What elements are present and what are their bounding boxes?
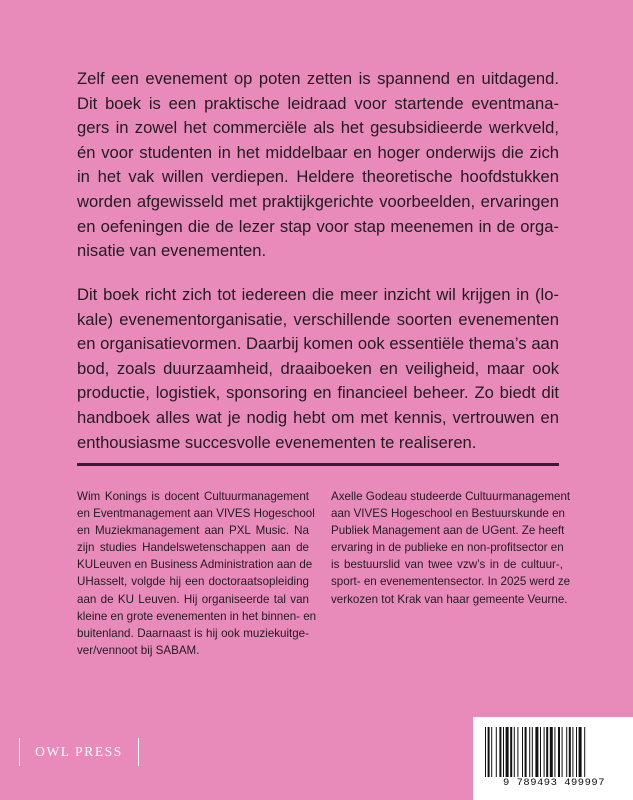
barcode-bar	[491, 727, 492, 777]
barcode-bar	[544, 727, 545, 777]
barcode-bar	[566, 727, 567, 777]
barcode-bar	[532, 727, 533, 777]
barcode-bar	[569, 727, 571, 777]
bio-line: verkozen tot Krak van haar gemeente Veurne.	[331, 592, 568, 606]
barcode-bar	[529, 727, 530, 777]
blurb-line: en oefeningen die de lezer stap voor stap meenemen in de orga-	[77, 216, 559, 236]
bio-line: en Muziekmanagement aan PXL Music. Na	[77, 524, 309, 538]
barcode-bar	[525, 727, 527, 777]
publisher-logo	[19, 738, 139, 766]
barcode-bar	[485, 727, 486, 777]
blurb-line: Dit boek richt zich tot iedereen die meer inzicht wil krijgen in (lo-	[77, 285, 559, 304]
barcode-bar	[517, 727, 518, 777]
barcode-bar	[496, 727, 497, 777]
bio-line: kleine en grote evenementen in het binnen- en	[77, 609, 317, 623]
blurb-line: handboek alles wat je nodig hebt om met kennis, vertrouwen en	[77, 407, 559, 427]
blurb-line: in het vak willen verdiepen. Heldere theoretische hoofdstukken	[77, 167, 559, 187]
blurb-line: nisatie van evenementen.	[77, 241, 267, 261]
bio-line: aan VIVES Hogeschool en Bestuurskunde en	[331, 507, 565, 521]
barcode-bars	[483, 727, 627, 777]
bio-line: Axelle Godeau studeerde Cultuurmanagement	[331, 490, 571, 503]
blurb-line: enthousiasme succesvolle evenementen te realiseren.	[77, 432, 477, 452]
author-bio-left	[77, 488, 317, 659]
blurb-line: productie, logistiek, sponsoring en financieel beheer. Zo biedt dit	[77, 383, 559, 403]
bio-line: ervaring in de publieke en non-profitsector en	[331, 541, 564, 555]
barcode-bar	[488, 727, 490, 777]
blurb-line: bod, zoals duurzaamheid, draaiboeken en veiligheid, maar ook	[77, 358, 559, 378]
blurb-line: gers in zowel het commerciële als het gesubsidieerde werkveld,	[77, 118, 559, 138]
divider-rule	[77, 463, 559, 466]
blurb-paragraph-1	[77, 67, 559, 264]
bio-line: KULeuven en Business Administration aan de	[77, 558, 313, 572]
author-bio-right	[331, 488, 571, 608]
bio-line: ver/vennoot bij SABAM.	[77, 643, 200, 657]
blurb-line: Zelf een evenement op poten zetten is spannend en uitdagend.	[77, 69, 559, 88]
bio-line: aan de KU Leuven. Hij organiseerde tal van	[77, 592, 309, 606]
barcode-bar	[579, 727, 582, 777]
barcode-bar	[550, 727, 553, 777]
isbn-number: 9 789493 499997	[502, 777, 605, 789]
barcode-bar	[576, 727, 577, 777]
barcode-bar	[554, 727, 555, 777]
bio-line: buitenland. Daarnaast is hij ook muziekuitge-	[77, 626, 309, 640]
bio-line: is bestuurslid van twee vzw’s in de cultuur-,	[331, 558, 563, 572]
bio-line: Publiek Management aan de UGent. Ze heeft	[331, 524, 565, 538]
barcode-bar	[522, 727, 523, 777]
barcode-bar	[546, 727, 548, 777]
barcode-bar	[558, 727, 560, 777]
bio-line: zijn studies Handelswetenschappen aan de	[77, 541, 309, 555]
barcode-bar	[503, 727, 504, 777]
blurb-paragraph-2	[77, 283, 559, 455]
barcode-bar	[499, 727, 501, 777]
blurb-line: worden afgewisseld met praktijkgerichte voorbeelden, ervaringen	[77, 191, 559, 211]
blurb-line: én voor studenten in het middelbaar en hoger onderwijs die zich	[77, 142, 559, 162]
blurb-line: kale) evenementorganisatie, verschillende soorten evenementen	[77, 309, 559, 329]
barcode-bar	[584, 727, 585, 777]
barcode-bar	[572, 727, 573, 777]
bio-line: en Eventmanagement aan VIVES Hogeschool	[77, 507, 315, 521]
barcode-bar	[562, 727, 563, 777]
blurb-line: en organisatievormen. Daarbij komen ook essentiële thema’s aan	[77, 334, 559, 354]
bio-line: UHasselt, volgde hij een doctoraatsopleiding	[77, 575, 309, 589]
publisher-name: OWL PRESS	[35, 744, 123, 759]
bio-line: Wim Konings is docent Cultuurmanagement	[77, 490, 309, 503]
blurb-line: Dit boek is een praktische leidraad voor startende eventmana-	[77, 93, 559, 113]
barcode-bar	[535, 727, 538, 777]
barcode-bar	[540, 727, 541, 777]
barcode-bar	[506, 727, 509, 777]
isbn-barcode	[473, 717, 633, 800]
bio-line: sport- en evenementensector. In 2025 werd ze	[331, 575, 571, 589]
barcode-bar	[510, 727, 512, 777]
barcode-bar	[514, 727, 515, 777]
